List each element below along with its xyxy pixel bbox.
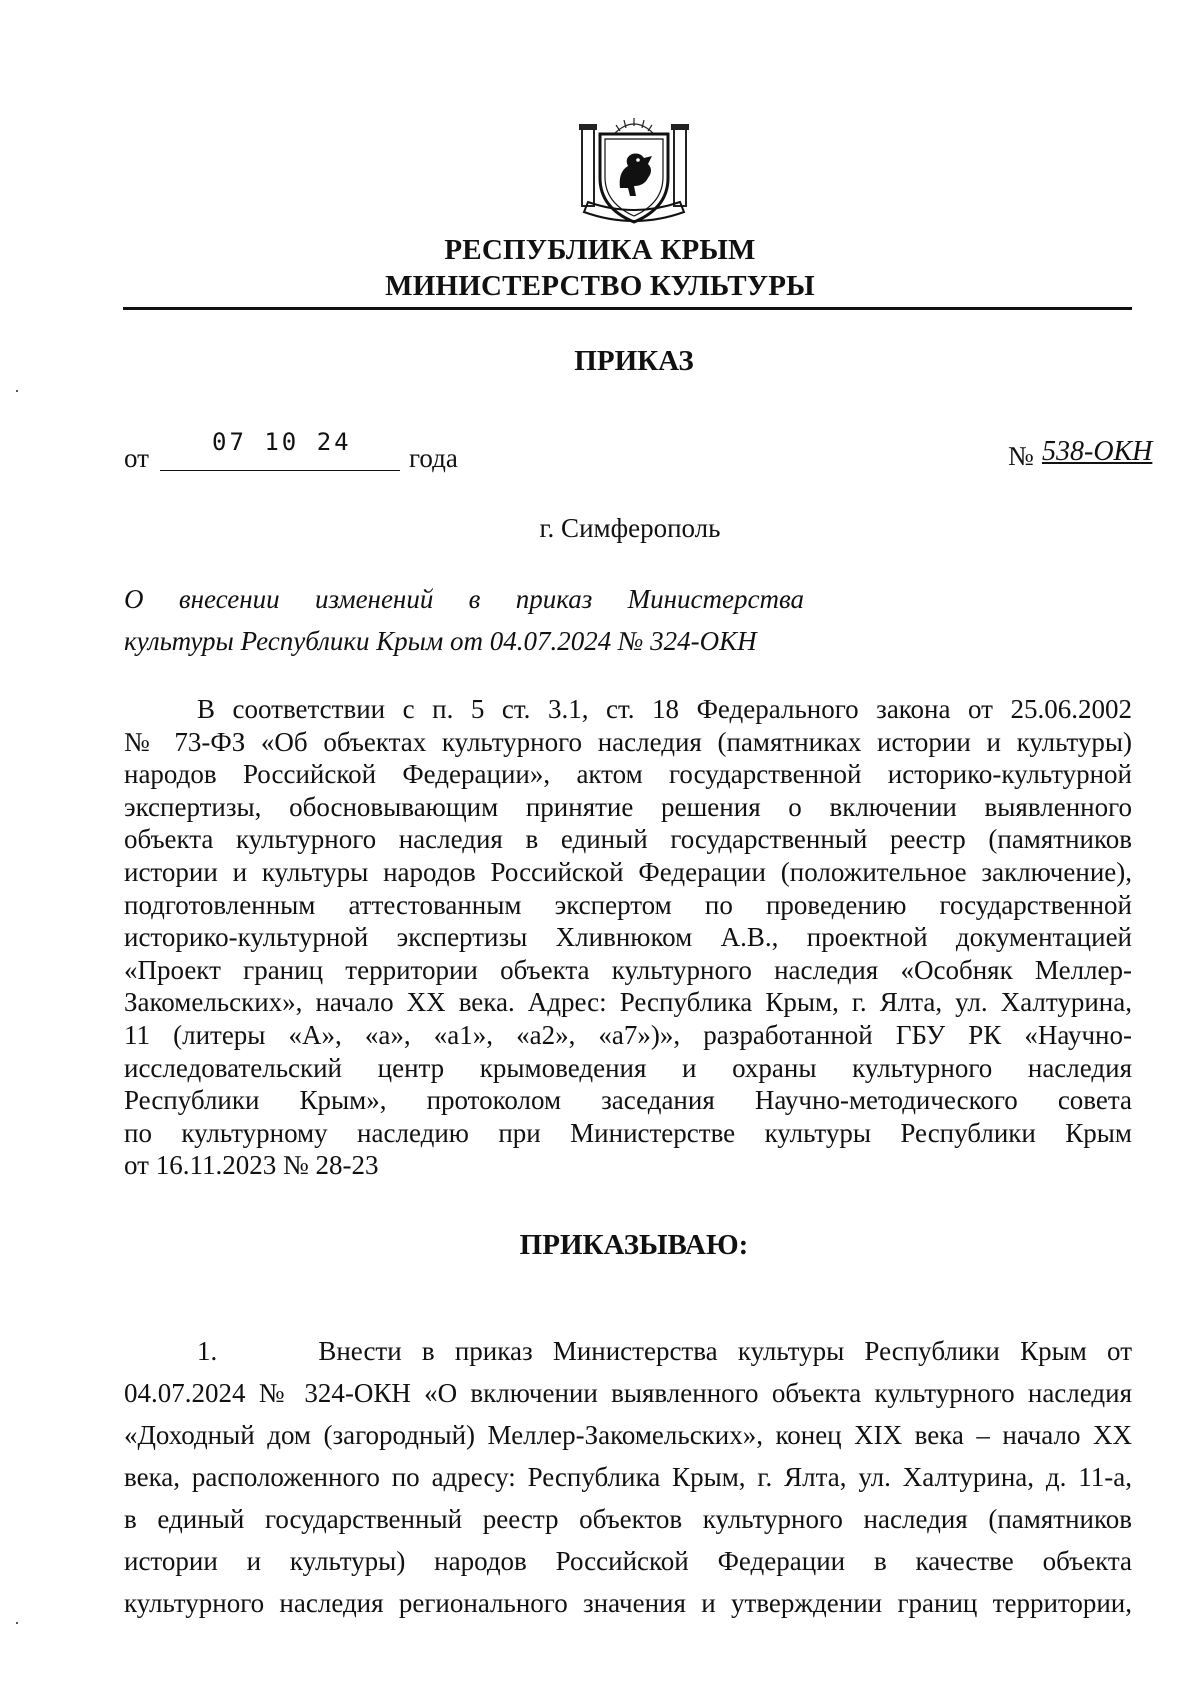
item-1-paragraph [124, 1330, 1132, 1624]
text-line: подготовленным аттестованным экспертом по проведению государственной [124, 889, 1132, 920]
text-line: историко-культурной экспертизы Хливнюком А.В., проектной документацией [124, 922, 1132, 953]
text-line: от 16.11.2023 № 28-23 [124, 1150, 379, 1181]
text-line: экспертизы, обосновывающим принятие решения о включении выявленного [124, 791, 1132, 822]
text-line: 1. Внести в приказ Министерства культуры Республики Крым от [197, 1336, 1132, 1366]
document-number: 538-ОКН [1042, 436, 1153, 467]
date-suffix: года [409, 443, 458, 473]
subject-line: культуры Республики Крым от 04.07.2024 № 324-ОКН [124, 626, 757, 656]
text-line: по культурному наследию при Министерстве культуры Республики Крым [124, 1117, 1132, 1148]
subject-line: О внесении изменений в приказ Министерства [124, 584, 804, 614]
text-line: Закомельских», начало XX века. Адрес: Республика Крым, г. Ялта, ул. Халтурина, [124, 987, 1132, 1018]
document-subject [124, 578, 804, 662]
date-value: 07 10 24 [212, 428, 352, 456]
date-underline [160, 470, 400, 471]
text-line: народов Российской Федерации», актом государственной историко-культурной [124, 759, 1132, 790]
text-line: № 73-ФЗ «Об объектах культурного наследия (памятниках истории и культуры) [124, 726, 1132, 757]
city: г. Симферополь [539, 513, 721, 543]
text-line: «Доходный дом (загородный) Меллер-Закомельских», конец XIX века – начало XX [124, 1420, 1132, 1450]
scan-speck [16, 390, 18, 392]
text-line: «Проект границ территории объекта культурного наследия «Особняк Меллер- [124, 954, 1132, 985]
text-line: культурного наследия регионального значения и утверждении границ территории, [124, 1588, 1132, 1618]
text-line: исследовательский центр крымоведения и охраны культурного наследия [124, 1052, 1132, 1083]
text-line: Республики Крым», протоколом заседания Научно-методического совета [124, 1085, 1132, 1116]
document-type: ПРИКАЗ [574, 345, 694, 377]
decree-heading: ПРИКАЗЫВАЮ: [519, 1229, 749, 1261]
text-line: истории и культуры) народов Российской Федерации в качестве объекта [124, 1546, 1132, 1576]
text-line: объекта культурного наследия в единый государственный реестр (памятников [124, 824, 1132, 855]
ministry-name: МИНИСТЕРСТВО КУЛЬТУРЫ [385, 270, 815, 302]
text-line: в единый государственный реестр объектов культурного наследия (памятников [124, 1504, 1132, 1534]
text-line: 11 (литеры «А», «а», «а1», «а2», «а7»)», разработанной ГБУ РК «Научно- [124, 1019, 1132, 1050]
scan-speck [16, 1622, 18, 1624]
preamble-paragraph [124, 693, 1132, 1182]
text-line: 04.07.2024 № 324-ОКН «О включении выявленного объекта культурного наследия [124, 1378, 1132, 1408]
text-line: века, расположенного по адресу: Республика Крым, г. Ялта, ул. Халтурина, д. 11-а, [124, 1462, 1132, 1492]
crimea-coat-of-arms-icon [574, 112, 694, 232]
header-rule [123, 307, 1132, 310]
republic-name: РЕСПУБЛИКА КРЫМ [444, 234, 756, 266]
date-prefix: от [124, 443, 149, 473]
text-line: истории и культуры народов Российской Федерации (положительное заключение), [124, 856, 1132, 887]
number-prefix: № [1008, 441, 1034, 471]
text-line: В соответствии с п. 5 ст. 3.1, ст. 18 Федерального закона от 25.06.2002 [197, 694, 1132, 724]
